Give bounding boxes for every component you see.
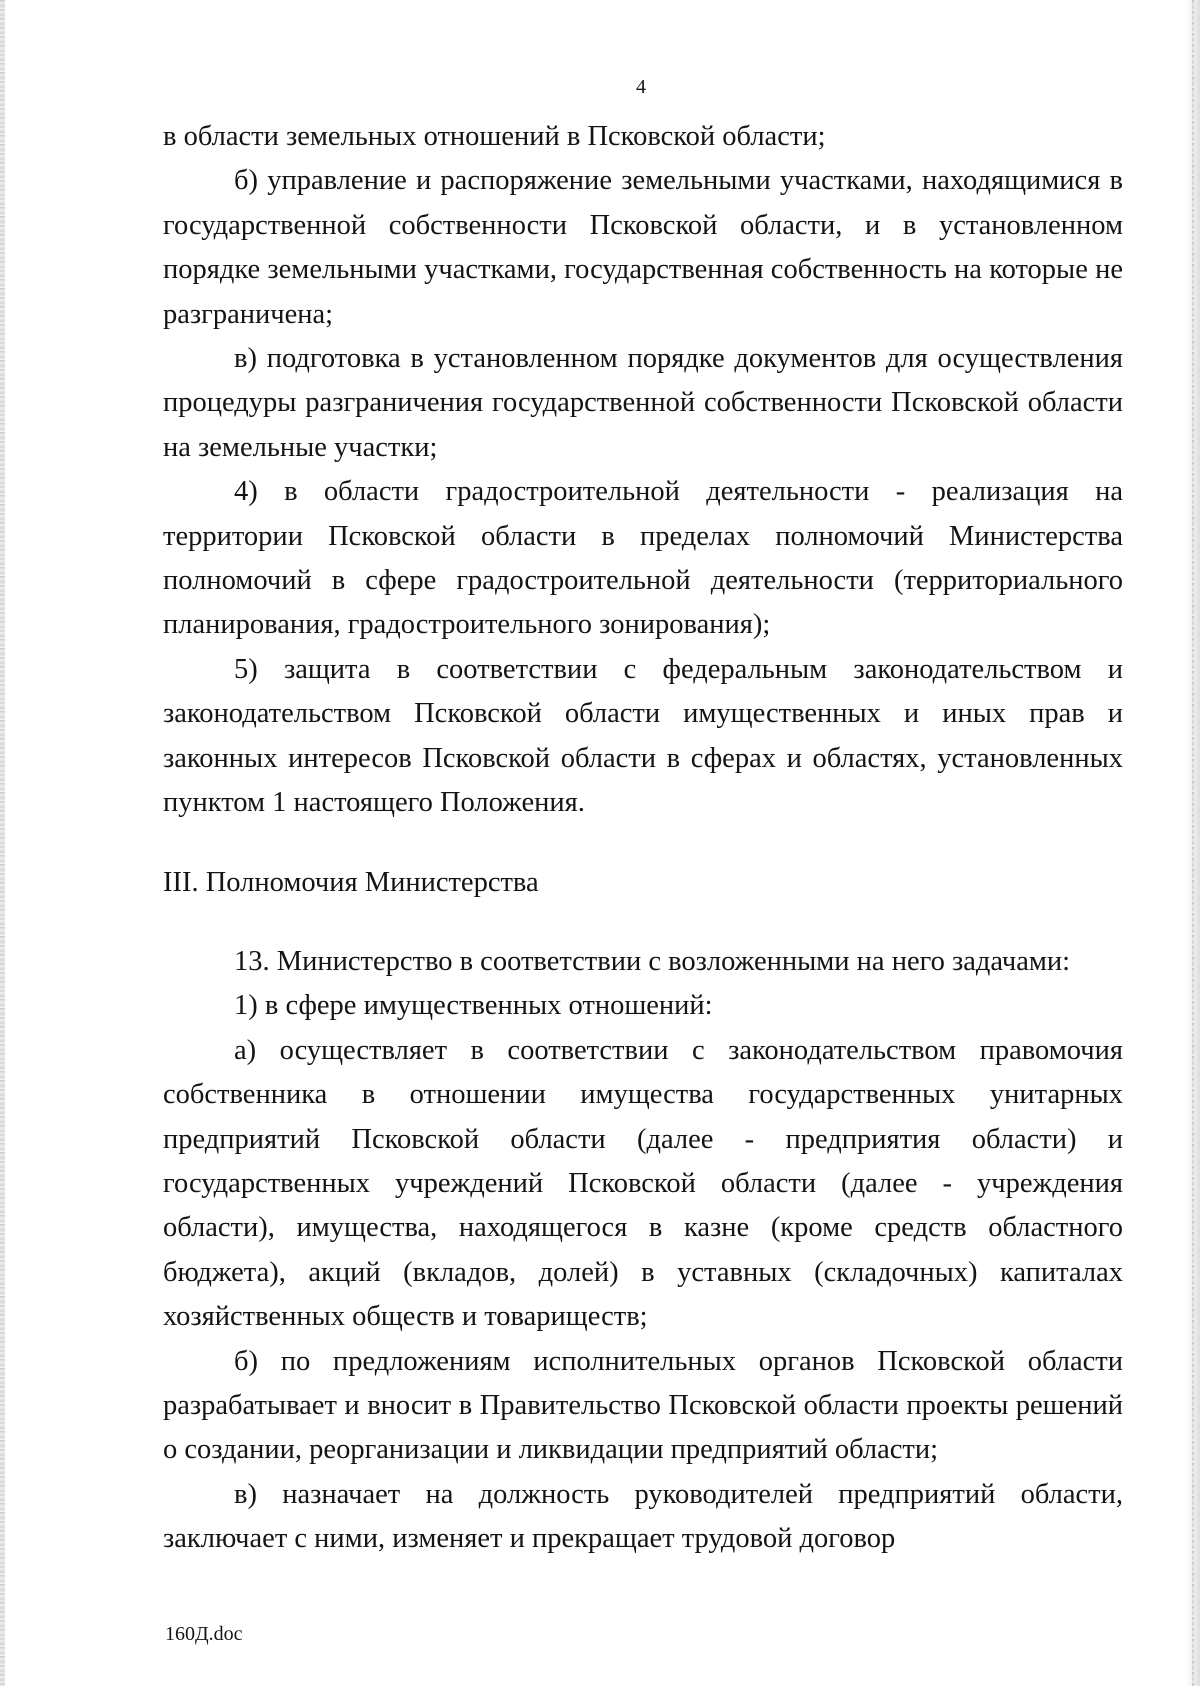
paragraph-item-1-property-relations: 1) в сфере имущественных отношений: [234,990,713,1022]
section-heading: III. Полномочия Министерства [163,866,539,898]
paragraph-13-ministry-tasks: 13. Министерство в соответствии с возложенными на него задачами: [234,945,1071,977]
paragraph-land-relations-continuation: в области земельных отношений в Псковской области; [163,121,826,152]
paragraph-item-5-rights-protection: 5) защита в соответствии с федеральным законодательством и законодательством Псковской области имущественных и иных прав и законных интересов Псковской области в сферах и областях, установленных пунктом 1 настоящего Положения. [163,653,1123,819]
scan-edge-right [1186,0,1200,1686]
footer-filename: 160Д.doc [165,1623,243,1645]
paragraph-item-v-land-demarcation: в) подготовка в установленном порядке документов для осуществления процедуры разграничения государственной собственности Псковской области на земельные участки; [163,343,1123,463]
paragraph-item-b-enterprise-decisions: б) по предложениям исполнительных органов Псковской области разрабатывает и вносит в Правительство Псковской области проекты решений о создании, реорганизации и ликвидации предприятий области; [163,1345,1123,1466]
paragraph-item-4-urban-planning: 4) в области градостроительной деятельности - реализация на территории Псковской области в пределах полномочий Министерства полномочий в сфере градостроительной деятельности (территориального планирования, градостроительного зонирования); [163,476,1123,641]
scan-edge-left [0,0,5,1686]
paragraph-item-a-owner-powers: а) осуществляет в соответствии с законодательством правомочия собственника в отношении имущества государственных унитарных предприятий Псковской области (далее - предприятия области) и государственных учреждений Псковской области (далее - учреждения области), имущества, находящегося в казне (кроме средств областного бюджета), акций (вкладов, долей) в уставных (складочных) капиталах хозяйственных обществ и товариществ; [163,1034,1123,1333]
paragraph-item-v-appoints-heads: в) назначает на должность руководителей предприятий области, заключает с ними, изменяет и прекращает трудовой договор [163,1478,1123,1555]
document-body [163,115,1123,1562]
page-number: 4 [636,76,646,98]
paragraph-item-b-land-management: б) управление и распоряжение земельными участками, находящимися в государственной собственности Псковской области, и в установленном порядке земельными участками, государственная собственность на которые не разграничена; [163,165,1123,330]
